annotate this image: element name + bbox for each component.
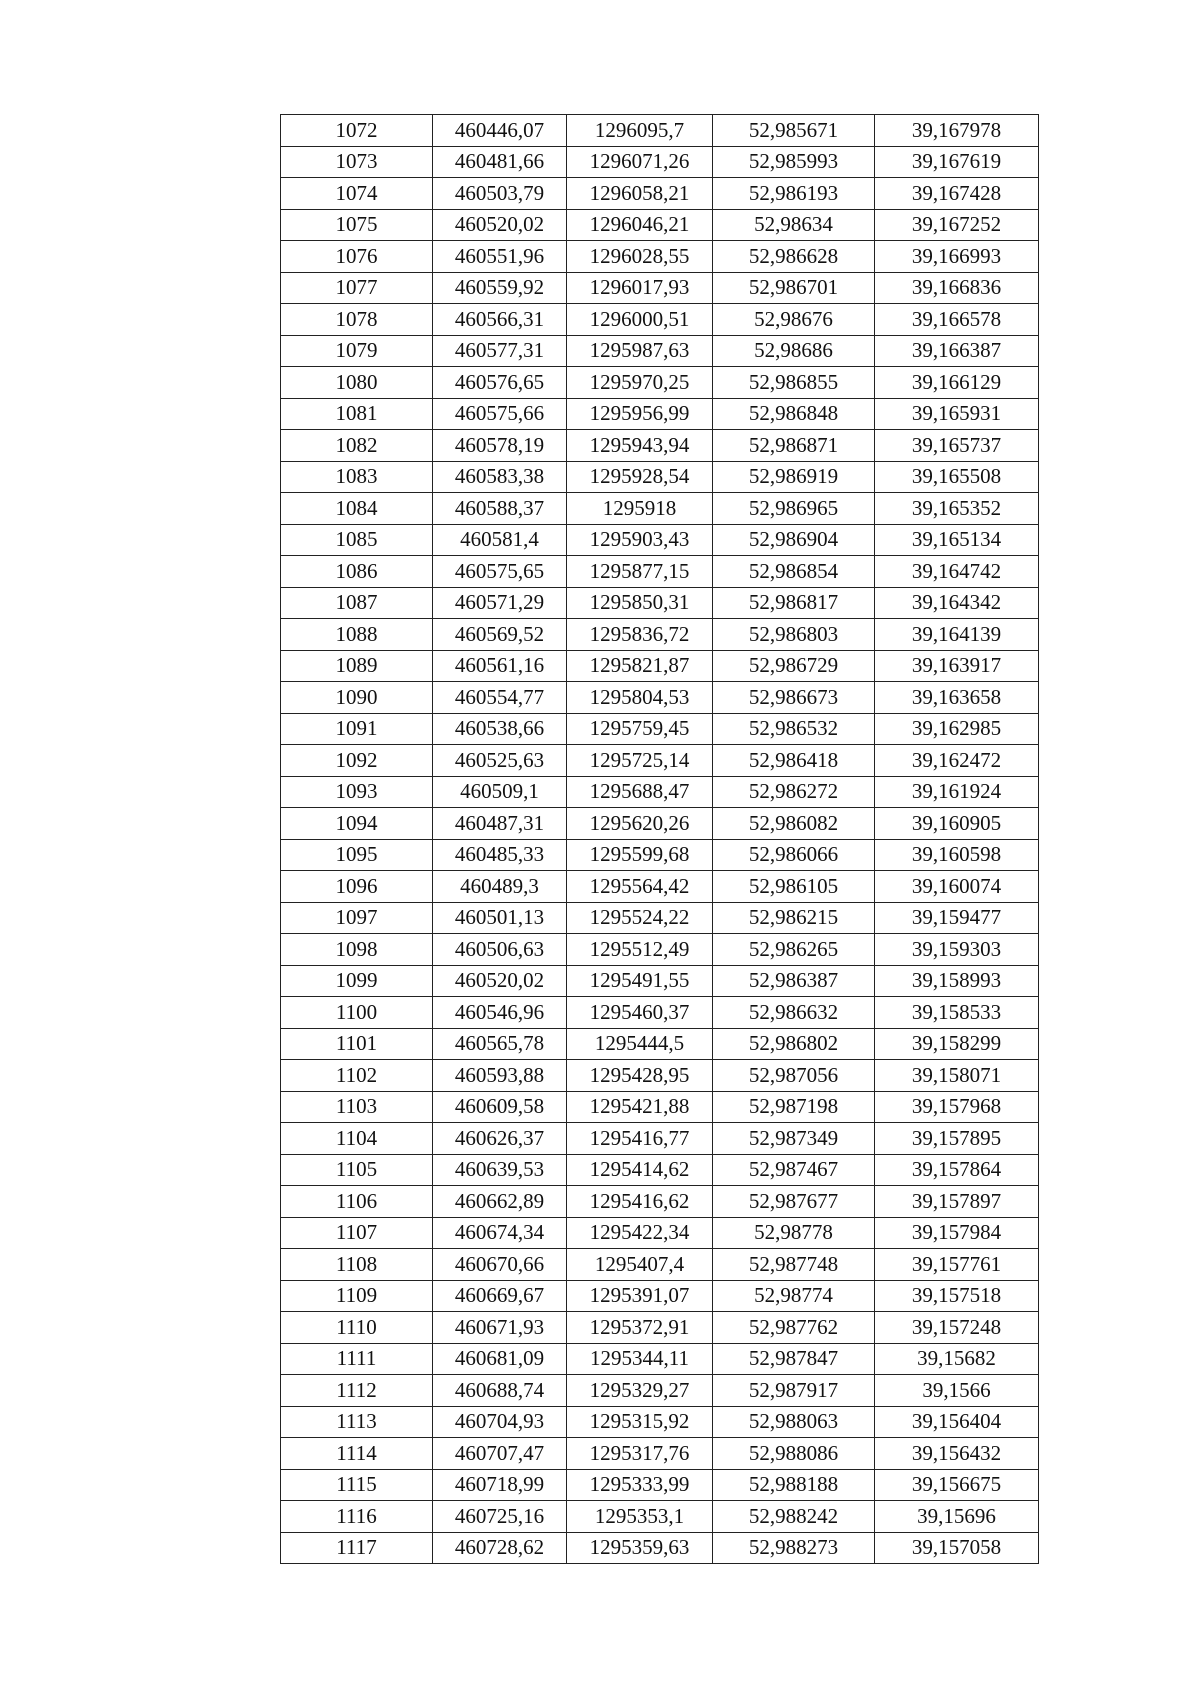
longitude-cell: 39,1566 bbox=[875, 1375, 1039, 1407]
x-coordinate-cell: 460728,62 bbox=[433, 1532, 567, 1564]
y-coordinate-cell: 1295422,34 bbox=[567, 1217, 713, 1249]
x-coordinate-cell: 460489,3 bbox=[433, 871, 567, 903]
point-number-cell: 1099 bbox=[281, 965, 433, 997]
point-number-cell: 1085 bbox=[281, 524, 433, 556]
y-coordinate-cell: 1296095,7 bbox=[567, 115, 713, 147]
y-coordinate-cell: 1296028,55 bbox=[567, 241, 713, 273]
y-coordinate-cell: 1295444,5 bbox=[567, 1028, 713, 1060]
point-number-cell: 1074 bbox=[281, 178, 433, 210]
point-number-cell: 1113 bbox=[281, 1406, 433, 1438]
latitude-cell: 52,986965 bbox=[713, 493, 875, 525]
point-number-cell: 1093 bbox=[281, 776, 433, 808]
y-coordinate-cell: 1295353,1 bbox=[567, 1501, 713, 1533]
x-coordinate-cell: 460670,66 bbox=[433, 1249, 567, 1281]
point-number-cell: 1087 bbox=[281, 587, 433, 619]
longitude-cell: 39,166993 bbox=[875, 241, 1039, 273]
x-coordinate-cell: 460578,19 bbox=[433, 430, 567, 462]
longitude-cell: 39,164742 bbox=[875, 556, 1039, 588]
point-number-cell: 1110 bbox=[281, 1312, 433, 1344]
latitude-cell: 52,985671 bbox=[713, 115, 875, 147]
table-row bbox=[281, 1249, 1039, 1281]
point-number-cell: 1073 bbox=[281, 146, 433, 178]
x-coordinate-cell: 460481,66 bbox=[433, 146, 567, 178]
point-number-cell: 1112 bbox=[281, 1375, 433, 1407]
table-row bbox=[281, 997, 1039, 1029]
x-coordinate-cell: 460662,89 bbox=[433, 1186, 567, 1218]
coordinates-table bbox=[280, 114, 1039, 1564]
x-coordinate-cell: 460520,02 bbox=[433, 209, 567, 241]
point-number-cell: 1109 bbox=[281, 1280, 433, 1312]
longitude-cell: 39,156675 bbox=[875, 1469, 1039, 1501]
point-number-cell: 1104 bbox=[281, 1123, 433, 1155]
x-coordinate-cell: 460446,07 bbox=[433, 115, 567, 147]
latitude-cell: 52,98774 bbox=[713, 1280, 875, 1312]
latitude-cell: 52,988086 bbox=[713, 1438, 875, 1470]
longitude-cell: 39,162472 bbox=[875, 745, 1039, 777]
y-coordinate-cell: 1295759,45 bbox=[567, 713, 713, 745]
longitude-cell: 39,166129 bbox=[875, 367, 1039, 399]
x-coordinate-cell: 460566,31 bbox=[433, 304, 567, 336]
x-coordinate-cell: 460583,38 bbox=[433, 461, 567, 493]
latitude-cell: 52,986418 bbox=[713, 745, 875, 777]
y-coordinate-cell: 1296000,51 bbox=[567, 304, 713, 336]
latitude-cell: 52,986673 bbox=[713, 682, 875, 714]
point-number-cell: 1079 bbox=[281, 335, 433, 367]
point-number-cell: 1096 bbox=[281, 871, 433, 903]
x-coordinate-cell: 460569,52 bbox=[433, 619, 567, 651]
y-coordinate-cell: 1295943,94 bbox=[567, 430, 713, 462]
latitude-cell: 52,987677 bbox=[713, 1186, 875, 1218]
latitude-cell: 52,986193 bbox=[713, 178, 875, 210]
x-coordinate-cell: 460503,79 bbox=[433, 178, 567, 210]
longitude-cell: 39,167252 bbox=[875, 209, 1039, 241]
longitude-cell: 39,159303 bbox=[875, 934, 1039, 966]
table-row bbox=[281, 556, 1039, 588]
table-row bbox=[281, 776, 1039, 808]
point-number-cell: 1098 bbox=[281, 934, 433, 966]
longitude-cell: 39,167619 bbox=[875, 146, 1039, 178]
y-coordinate-cell: 1295620,26 bbox=[567, 808, 713, 840]
latitude-cell: 52,987198 bbox=[713, 1091, 875, 1123]
x-coordinate-cell: 460588,37 bbox=[433, 493, 567, 525]
x-coordinate-cell: 460626,37 bbox=[433, 1123, 567, 1155]
longitude-cell: 39,15682 bbox=[875, 1343, 1039, 1375]
latitude-cell: 52,986628 bbox=[713, 241, 875, 273]
latitude-cell: 52,98676 bbox=[713, 304, 875, 336]
point-number-cell: 1116 bbox=[281, 1501, 433, 1533]
y-coordinate-cell: 1296071,26 bbox=[567, 146, 713, 178]
latitude-cell: 52,986904 bbox=[713, 524, 875, 556]
table-row bbox=[281, 1060, 1039, 1092]
latitude-cell: 52,986803 bbox=[713, 619, 875, 651]
latitude-cell: 52,987467 bbox=[713, 1154, 875, 1186]
table-row bbox=[281, 1343, 1039, 1375]
point-number-cell: 1076 bbox=[281, 241, 433, 273]
longitude-cell: 39,157897 bbox=[875, 1186, 1039, 1218]
latitude-cell: 52,987917 bbox=[713, 1375, 875, 1407]
y-coordinate-cell: 1295359,63 bbox=[567, 1532, 713, 1564]
latitude-cell: 52,986265 bbox=[713, 934, 875, 966]
table-row bbox=[281, 304, 1039, 336]
point-number-cell: 1115 bbox=[281, 1469, 433, 1501]
longitude-cell: 39,158299 bbox=[875, 1028, 1039, 1060]
y-coordinate-cell: 1295688,47 bbox=[567, 776, 713, 808]
y-coordinate-cell: 1295344,11 bbox=[567, 1343, 713, 1375]
y-coordinate-cell: 1295987,63 bbox=[567, 335, 713, 367]
x-coordinate-cell: 460725,16 bbox=[433, 1501, 567, 1533]
point-number-cell: 1077 bbox=[281, 272, 433, 304]
table-row bbox=[281, 1375, 1039, 1407]
x-coordinate-cell: 460669,67 bbox=[433, 1280, 567, 1312]
y-coordinate-cell: 1296017,93 bbox=[567, 272, 713, 304]
table-row bbox=[281, 146, 1039, 178]
x-coordinate-cell: 460674,34 bbox=[433, 1217, 567, 1249]
x-coordinate-cell: 460576,65 bbox=[433, 367, 567, 399]
x-coordinate-cell: 460525,63 bbox=[433, 745, 567, 777]
table-row bbox=[281, 272, 1039, 304]
y-coordinate-cell: 1295928,54 bbox=[567, 461, 713, 493]
x-coordinate-cell: 460707,47 bbox=[433, 1438, 567, 1470]
point-number-cell: 1092 bbox=[281, 745, 433, 777]
y-coordinate-cell: 1295428,95 bbox=[567, 1060, 713, 1092]
point-number-cell: 1082 bbox=[281, 430, 433, 462]
latitude-cell: 52,986066 bbox=[713, 839, 875, 871]
longitude-cell: 39,164342 bbox=[875, 587, 1039, 619]
table-row bbox=[281, 493, 1039, 525]
table-row bbox=[281, 1438, 1039, 1470]
y-coordinate-cell: 1295315,92 bbox=[567, 1406, 713, 1438]
x-coordinate-cell: 460681,09 bbox=[433, 1343, 567, 1375]
longitude-cell: 39,159477 bbox=[875, 902, 1039, 934]
y-coordinate-cell: 1295903,43 bbox=[567, 524, 713, 556]
x-coordinate-cell: 460593,88 bbox=[433, 1060, 567, 1092]
x-coordinate-cell: 460565,78 bbox=[433, 1028, 567, 1060]
point-number-cell: 1075 bbox=[281, 209, 433, 241]
point-number-cell: 1094 bbox=[281, 808, 433, 840]
latitude-cell: 52,986082 bbox=[713, 808, 875, 840]
x-coordinate-cell: 460501,13 bbox=[433, 902, 567, 934]
longitude-cell: 39,162985 bbox=[875, 713, 1039, 745]
longitude-cell: 39,163658 bbox=[875, 682, 1039, 714]
table-row bbox=[281, 461, 1039, 493]
y-coordinate-cell: 1295524,22 bbox=[567, 902, 713, 934]
latitude-cell: 52,987748 bbox=[713, 1249, 875, 1281]
table-row bbox=[281, 1406, 1039, 1438]
y-coordinate-cell: 1295391,07 bbox=[567, 1280, 713, 1312]
longitude-cell: 39,160905 bbox=[875, 808, 1039, 840]
latitude-cell: 52,986532 bbox=[713, 713, 875, 745]
point-number-cell: 1097 bbox=[281, 902, 433, 934]
latitude-cell: 52,986632 bbox=[713, 997, 875, 1029]
table-row bbox=[281, 713, 1039, 745]
table-row bbox=[281, 650, 1039, 682]
x-coordinate-cell: 460520,02 bbox=[433, 965, 567, 997]
point-number-cell: 1088 bbox=[281, 619, 433, 651]
table-row bbox=[281, 115, 1039, 147]
table-row bbox=[281, 1217, 1039, 1249]
table-row bbox=[281, 902, 1039, 934]
latitude-cell: 52,986871 bbox=[713, 430, 875, 462]
latitude-cell: 52,98634 bbox=[713, 209, 875, 241]
longitude-cell: 39,156404 bbox=[875, 1406, 1039, 1438]
longitude-cell: 39,166836 bbox=[875, 272, 1039, 304]
x-coordinate-cell: 460509,1 bbox=[433, 776, 567, 808]
longitude-cell: 39,165508 bbox=[875, 461, 1039, 493]
table-row bbox=[281, 1091, 1039, 1123]
table-row bbox=[281, 1532, 1039, 1564]
point-number-cell: 1091 bbox=[281, 713, 433, 745]
longitude-cell: 39,166578 bbox=[875, 304, 1039, 336]
longitude-cell: 39,157984 bbox=[875, 1217, 1039, 1249]
point-number-cell: 1105 bbox=[281, 1154, 433, 1186]
longitude-cell: 39,165737 bbox=[875, 430, 1039, 462]
x-coordinate-cell: 460575,66 bbox=[433, 398, 567, 430]
y-coordinate-cell: 1295970,25 bbox=[567, 367, 713, 399]
x-coordinate-cell: 460538,66 bbox=[433, 713, 567, 745]
x-coordinate-cell: 460554,77 bbox=[433, 682, 567, 714]
table-row bbox=[281, 619, 1039, 651]
longitude-cell: 39,161924 bbox=[875, 776, 1039, 808]
table-row bbox=[281, 839, 1039, 871]
latitude-cell: 52,985993 bbox=[713, 146, 875, 178]
table-row bbox=[281, 398, 1039, 430]
y-coordinate-cell: 1295804,53 bbox=[567, 682, 713, 714]
latitude-cell: 52,986215 bbox=[713, 902, 875, 934]
longitude-cell: 39,158993 bbox=[875, 965, 1039, 997]
longitude-cell: 39,158533 bbox=[875, 997, 1039, 1029]
x-coordinate-cell: 460551,96 bbox=[433, 241, 567, 273]
longitude-cell: 39,165352 bbox=[875, 493, 1039, 525]
x-coordinate-cell: 460671,93 bbox=[433, 1312, 567, 1344]
y-coordinate-cell: 1295372,91 bbox=[567, 1312, 713, 1344]
longitude-cell: 39,163917 bbox=[875, 650, 1039, 682]
longitude-cell: 39,164139 bbox=[875, 619, 1039, 651]
table-row bbox=[281, 1154, 1039, 1186]
y-coordinate-cell: 1296058,21 bbox=[567, 178, 713, 210]
point-number-cell: 1117 bbox=[281, 1532, 433, 1564]
longitude-cell: 39,157058 bbox=[875, 1532, 1039, 1564]
point-number-cell: 1101 bbox=[281, 1028, 433, 1060]
longitude-cell: 39,160598 bbox=[875, 839, 1039, 871]
longitude-cell: 39,157761 bbox=[875, 1249, 1039, 1281]
latitude-cell: 52,987056 bbox=[713, 1060, 875, 1092]
y-coordinate-cell: 1295725,14 bbox=[567, 745, 713, 777]
point-number-cell: 1111 bbox=[281, 1343, 433, 1375]
x-coordinate-cell: 460575,65 bbox=[433, 556, 567, 588]
table-row bbox=[281, 1501, 1039, 1533]
x-coordinate-cell: 460571,29 bbox=[433, 587, 567, 619]
point-number-cell: 1081 bbox=[281, 398, 433, 430]
y-coordinate-cell: 1295416,77 bbox=[567, 1123, 713, 1155]
table-row bbox=[281, 367, 1039, 399]
table-row bbox=[281, 934, 1039, 966]
x-coordinate-cell: 460506,63 bbox=[433, 934, 567, 966]
y-coordinate-cell: 1295329,27 bbox=[567, 1375, 713, 1407]
y-coordinate-cell: 1295877,15 bbox=[567, 556, 713, 588]
point-number-cell: 1086 bbox=[281, 556, 433, 588]
y-coordinate-cell: 1295821,87 bbox=[567, 650, 713, 682]
latitude-cell: 52,98686 bbox=[713, 335, 875, 367]
longitude-cell: 39,158071 bbox=[875, 1060, 1039, 1092]
longitude-cell: 39,157968 bbox=[875, 1091, 1039, 1123]
table-row bbox=[281, 241, 1039, 273]
table-row bbox=[281, 745, 1039, 777]
point-number-cell: 1095 bbox=[281, 839, 433, 871]
table-row bbox=[281, 871, 1039, 903]
longitude-cell: 39,157895 bbox=[875, 1123, 1039, 1155]
latitude-cell: 52,986802 bbox=[713, 1028, 875, 1060]
latitude-cell: 52,986272 bbox=[713, 776, 875, 808]
point-number-cell: 1089 bbox=[281, 650, 433, 682]
table-row bbox=[281, 808, 1039, 840]
y-coordinate-cell: 1295918 bbox=[567, 493, 713, 525]
y-coordinate-cell: 1296046,21 bbox=[567, 209, 713, 241]
longitude-cell: 39,166387 bbox=[875, 335, 1039, 367]
point-number-cell: 1108 bbox=[281, 1249, 433, 1281]
latitude-cell: 52,986848 bbox=[713, 398, 875, 430]
x-coordinate-cell: 460704,93 bbox=[433, 1406, 567, 1438]
longitude-cell: 39,157518 bbox=[875, 1280, 1039, 1312]
table-row bbox=[281, 209, 1039, 241]
table-row bbox=[281, 524, 1039, 556]
point-number-cell: 1072 bbox=[281, 115, 433, 147]
longitude-cell: 39,167428 bbox=[875, 178, 1039, 210]
y-coordinate-cell: 1295599,68 bbox=[567, 839, 713, 871]
y-coordinate-cell: 1295416,62 bbox=[567, 1186, 713, 1218]
table-row bbox=[281, 178, 1039, 210]
table-row bbox=[281, 1469, 1039, 1501]
table-row bbox=[281, 335, 1039, 367]
latitude-cell: 52,988273 bbox=[713, 1532, 875, 1564]
point-number-cell: 1078 bbox=[281, 304, 433, 336]
point-number-cell: 1102 bbox=[281, 1060, 433, 1092]
x-coordinate-cell: 460485,33 bbox=[433, 839, 567, 871]
point-number-cell: 1084 bbox=[281, 493, 433, 525]
longitude-cell: 39,160074 bbox=[875, 871, 1039, 903]
latitude-cell: 52,988188 bbox=[713, 1469, 875, 1501]
table-row bbox=[281, 1186, 1039, 1218]
x-coordinate-cell: 460487,31 bbox=[433, 808, 567, 840]
table-row bbox=[281, 430, 1039, 462]
latitude-cell: 52,986919 bbox=[713, 461, 875, 493]
longitude-cell: 39,165134 bbox=[875, 524, 1039, 556]
point-number-cell: 1107 bbox=[281, 1217, 433, 1249]
point-number-cell: 1080 bbox=[281, 367, 433, 399]
y-coordinate-cell: 1295836,72 bbox=[567, 619, 713, 651]
y-coordinate-cell: 1295956,99 bbox=[567, 398, 713, 430]
latitude-cell: 52,986854 bbox=[713, 556, 875, 588]
y-coordinate-cell: 1295407,4 bbox=[567, 1249, 713, 1281]
y-coordinate-cell: 1295333,99 bbox=[567, 1469, 713, 1501]
y-coordinate-cell: 1295414,62 bbox=[567, 1154, 713, 1186]
latitude-cell: 52,987847 bbox=[713, 1343, 875, 1375]
latitude-cell: 52,987349 bbox=[713, 1123, 875, 1155]
table-row bbox=[281, 1312, 1039, 1344]
latitude-cell: 52,98778 bbox=[713, 1217, 875, 1249]
longitude-cell: 39,157864 bbox=[875, 1154, 1039, 1186]
latitude-cell: 52,986817 bbox=[713, 587, 875, 619]
point-number-cell: 1103 bbox=[281, 1091, 433, 1123]
y-coordinate-cell: 1295850,31 bbox=[567, 587, 713, 619]
x-coordinate-cell: 460577,31 bbox=[433, 335, 567, 367]
x-coordinate-cell: 460561,16 bbox=[433, 650, 567, 682]
latitude-cell: 52,986701 bbox=[713, 272, 875, 304]
x-coordinate-cell: 460559,92 bbox=[433, 272, 567, 304]
y-coordinate-cell: 1295564,42 bbox=[567, 871, 713, 903]
x-coordinate-cell: 460688,74 bbox=[433, 1375, 567, 1407]
point-number-cell: 1106 bbox=[281, 1186, 433, 1218]
longitude-cell: 39,156432 bbox=[875, 1438, 1039, 1470]
y-coordinate-cell: 1295491,55 bbox=[567, 965, 713, 997]
coordinates-table-body bbox=[281, 115, 1039, 1564]
table-row bbox=[281, 965, 1039, 997]
longitude-cell: 39,167978 bbox=[875, 115, 1039, 147]
x-coordinate-cell: 460718,99 bbox=[433, 1469, 567, 1501]
point-number-cell: 1083 bbox=[281, 461, 433, 493]
table-row bbox=[281, 1280, 1039, 1312]
longitude-cell: 39,157248 bbox=[875, 1312, 1039, 1344]
latitude-cell: 52,988063 bbox=[713, 1406, 875, 1438]
latitude-cell: 52,987762 bbox=[713, 1312, 875, 1344]
latitude-cell: 52,986729 bbox=[713, 650, 875, 682]
latitude-cell: 52,988242 bbox=[713, 1501, 875, 1533]
x-coordinate-cell: 460546,96 bbox=[433, 997, 567, 1029]
latitude-cell: 52,986105 bbox=[713, 871, 875, 903]
point-number-cell: 1090 bbox=[281, 682, 433, 714]
y-coordinate-cell: 1295317,76 bbox=[567, 1438, 713, 1470]
table-row bbox=[281, 1028, 1039, 1060]
point-number-cell: 1114 bbox=[281, 1438, 433, 1470]
longitude-cell: 39,15696 bbox=[875, 1501, 1039, 1533]
table-row bbox=[281, 1123, 1039, 1155]
y-coordinate-cell: 1295421,88 bbox=[567, 1091, 713, 1123]
x-coordinate-cell: 460639,53 bbox=[433, 1154, 567, 1186]
latitude-cell: 52,986855 bbox=[713, 367, 875, 399]
longitude-cell: 39,165931 bbox=[875, 398, 1039, 430]
x-coordinate-cell: 460581,4 bbox=[433, 524, 567, 556]
x-coordinate-cell: 460609,58 bbox=[433, 1091, 567, 1123]
point-number-cell: 1100 bbox=[281, 997, 433, 1029]
y-coordinate-cell: 1295460,37 bbox=[567, 997, 713, 1029]
y-coordinate-cell: 1295512,49 bbox=[567, 934, 713, 966]
latitude-cell: 52,986387 bbox=[713, 965, 875, 997]
table-row bbox=[281, 682, 1039, 714]
table-row bbox=[281, 587, 1039, 619]
